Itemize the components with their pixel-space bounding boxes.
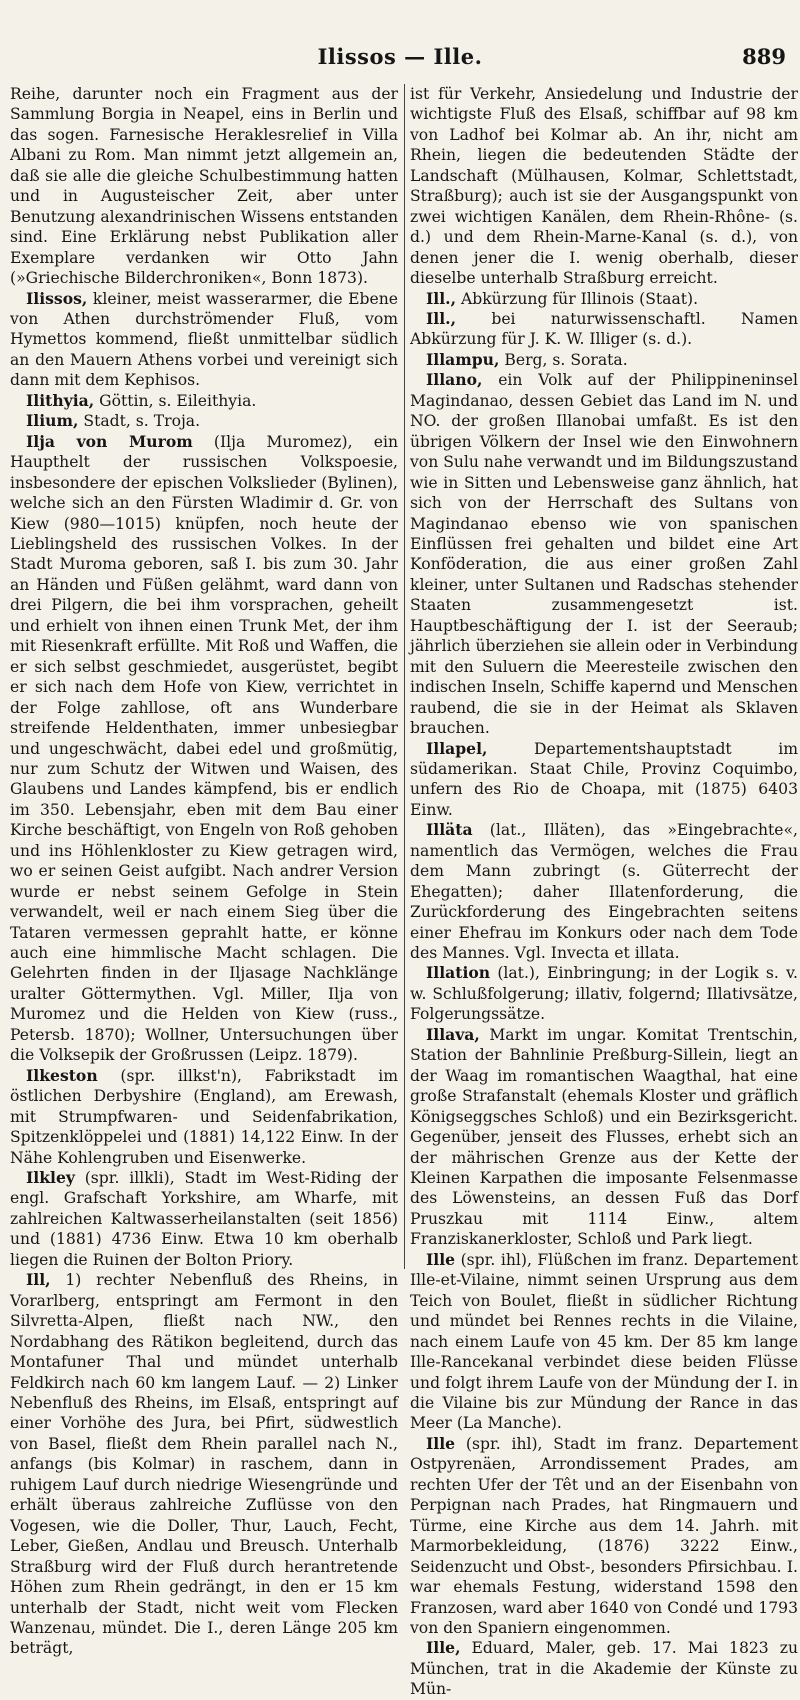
entry-text: Departementshauptstadt im südamerikan. Staat Chile, Provinz Coquimbo, unfern des Rio de Choapa, mit (1875) 6403 Einw. (410, 739, 798, 819)
entry-text: Berg, s. Sorata. (504, 350, 628, 369)
entry-headword: Ilkley (26, 1168, 75, 1188)
entry-headword: Ille (426, 1249, 456, 1269)
dictionary-entry (10, 1066, 398, 1168)
dictionary-entry (410, 1250, 798, 1434)
entry-headword: Illation (426, 963, 491, 983)
dictionary-entry (10, 432, 398, 1066)
entry-headword: Ilissos, (26, 288, 88, 308)
entry-text: (lat.), Einbringung; in der Logik s. v. w. Schlußfolgerung; illativ, folgernd; Illativsätze, Folgerungssätze. (410, 964, 798, 1024)
dictionary-entry (410, 309, 798, 350)
entry-text: (spr. ihl), Stadt im franz. Departement Ostpyrenäen, Arrondissement Prades, am rechten Ufer der Têt und an der Eisenbahn von Perpignan nach Prades, hat Ringmauern und Türme, eine Kirche aus dem 14. Jahrh. mit Marmorbekleidung, (1876) 3222 Einw., Seidenzucht und Obst-, besonders Pfirsichbau. I. war ehemals Festung, widerstand 1598 den Franzosen, ward aber 1640 von Condé und 1793 von den Spaniern eingenommen. (410, 1434, 798, 1637)
entry-headword: Ill., (426, 308, 456, 328)
entry-headword: Ilja von Murom (26, 431, 193, 451)
entry-text: Abkürzung für Illinois (Staat). (460, 289, 699, 308)
entry-text: Markt im ungar. Komitat Trentschin, Station der Bahnlinie Preßburg-Sillein, liegt an der Waag im romantischen Waagthal, hat eine große Strafanstalt (ehemals Kloster und gräflich Königseggsches Schloß) und ein Bezirksgericht. Gegenüber, jenseit des Flusses, erhebt sich an der mährischen Grenze aus der Kette der Kleinen Karpathen die imposante Felsenmasse des Löwensteins, an dessen Fuß das Dorf Pruszkau mit 1114 Einw., altem Franziskanerkloster, Schloß und Park liegt. (410, 1025, 798, 1249)
text-columns (10, 84, 798, 1699)
entry-text: ist für Verkehr, Ansiedelung und Industrie der wichtigste Fluß des Elsaß, schiffbar auf 98 km von Ladhof bei Kolmar ab. An ihr, nicht am Rhein, liegen die bedeutenden Städte der Landschaft (Mülhausen, Kolmar, Schlettstadt, Straßburg); auch ist sie der Ausgangspunkt von zwei wichtigen Kanälen, dem Rhein-Rhône- (s. d.) und dem Rhein-Marne-Kanal (s. d.), von denen jener die I. wenig oberhalb, dieser dieselbe unterhalb Straßburg erreicht. (410, 85, 798, 288)
entry-text: Reihe, darunter noch ein Fragment aus der Sammlung Borgia in Neapel, eins in Berlin und das sogen. Farnesische Heraklesrelief in Villa Albani zu Rom. Man nimmt jetzt allgemein an, daß sie alle die gleiche Schulbestimmung hatten und in Augusteischer Zeit, aber unter Benutzung alexandrinischen Wissens entstanden sind. Eine Erklärung nebst Publikation aller Exemplare verdanken wir Otto Jahn (»Griechische Bilderchroniken«, Bonn 1873). (10, 85, 398, 288)
entry-headword: Illapel, (426, 738, 488, 758)
entry-text: (spr. ihl), Flüßchen im franz. Departement Ille-et-Vilaine, nimmt seinen Ursprung aus dem Teich von Boulet, fließt in südlicher Richtung und mündet bei Rennes rechts in die Vilaine, nach einem Laufe von 45 km. Der 85 km lange Ille-Rancekanal verbindet diese beiden Flüsse und folgt ihrem Laufe von der Mündung der I. in die Vilaine bis zur Mündung der Rance in das Meer (La Manche). (410, 1250, 798, 1433)
entry-text: Stadt, s. Troja. (83, 412, 201, 431)
dictionary-entry (410, 1434, 798, 1639)
entry-text: ein Volk auf der Philippineninsel Magindanao, dessen Gebiet das Land im N. und NO. der großen Illanobai umfaßt. Es ist den übrigen Völkern der Insel wie den Einwohnern von Sulu nahe verwandt und im Bildungszustand wie in Sitten und Lebensweise ganz ähnlich, hat sich von der Herrschaft des Sultans von Magindanao ebenso wie von spanischen Einflüssen frei gehalten und bildet eine Art Konföderation, die aus einer großen Zahl kleiner, unter Sultanen und Radschas stehender Staaten zusammengesetzt ist. Hauptbeschäftigung der I. ist der Seeraub; jährlich überziehen sie allein oder in Verbindung mit den Suluern die Meeresteile zwischen den indischen Inseln, Schiffe kapernd und Menschen raubend, die sie in der Heimat als Sklaven brauchen. (410, 371, 798, 738)
entry-text: (Ilja Muromez), ein Haupthelt der russischen Volkspoesie, insbesondere der epischen Volkslieder (Bylinen), welche sich an den Fürsten Wladimir d. Gr. von Kiew (980—1015) knüpfen, noch heute der Lieblingsheld des russischen Volkes. In der Stadt Muroma geboren, saß I. bis zum 30. Jahr an Händen und Füßen gelähmt, ward dann von drei Pilgern, die bei ihm vorsprachen, geheilt und erhielt von ihnen einen Trunk Met, der ihm mit Riesenkraft erfüllte. Mit Roß und Waffen, die er sich selbst geschmiedet, ausgerüstet, begibt er sich nach dem Hofe von Kiew, verrichtet in der Folge zahllose, oft ans Wunderbare streifende Heldenthaten, immer unbesiegbar und ungeschwächt, dabei edel und großmütig, nur zum Schutz der Witwen und Waisen, des Glaubens und Landes kämpfend, bis er endlich im 350. Lebensjahr, eben mit dem Bau einer Kirche beschäftigt, von Engeln von Roß gehoben und ins Höhlenkloster zu Kiew getragen wird, wo er seinen Geist aufgibt. Nach andrer Version wurde er nebst seinem Gefolge in Stein verwandelt, weil er nach einem Sieg über die Tataren vermessen geprahlt hatte, er könne auch eine himmlische Macht schlagen. Die Gelehrten finden in der Iljasage Nachklänge uralter Göttermythen. Vgl. Miller, Ilja von Muromez und die Helden von Kiew (russ., Petersb. 1870); Wollner, Untersuchungen über die Volksepik der Großrussen (Leipz. 1879). (10, 432, 398, 1065)
dictionary-entry (410, 963, 798, 1024)
page-header (0, 38, 800, 78)
entry-text: Göttin, s. Eileithyia. (99, 391, 257, 410)
entry-headword: Ilithyia, (26, 390, 95, 410)
entry-headword: Illano, (426, 370, 483, 390)
entry-headword: Ille, (426, 1638, 461, 1658)
dictionary-entry (10, 411, 398, 431)
dictionary-entry (410, 820, 798, 963)
dictionary-entry (410, 350, 798, 370)
entry-text: (spr. illkst'n), Fabrikstadt im östlichen Derbyshire (England), am Erewash, mit Strumpfwaren- und Seidenfabrikation, Spitzenklöppelei und (1881) 14,122 Einw. In der Nähe Kohlengruben und Eisenwerke. (10, 1066, 398, 1167)
entry-headword: Ilkeston (26, 1065, 98, 1085)
entry-text: (spr. illkli), Stadt im West-Riding der engl. Grafschaft Yorkshire, am Wharfe, mit zahlreichen Kaltwasserheilanstalten (seit 1856) und (1881) 4736 Einw. Etwa 10 km oberhalb liegen die Ruinen der Bolton Priory. (10, 1169, 398, 1269)
dictionary-entry (410, 84, 798, 289)
dictionary-entry (10, 1168, 398, 1270)
dictionary-entry (10, 391, 398, 411)
page-number: 889 (742, 44, 786, 69)
entry-headword: Ille (426, 1433, 456, 1453)
entry-text: 1) rechter Nebenfluß des Rheins, in Vorarlberg, entspringt am Fermont in den Silvretta-Alpen, fließt nach NW., den Nordabhang des Rätikon begleitend, durch das Montafuner Thal und mündet unterhalb Feldkirch nach 60 km langem Lauf. — 2) Linker Nebenfluß des Rheins, im Elsaß, entspringt auf einer Vorhöhe des Jura, bei Pfirt, südwestlich von Basel, fließt dem Rhein parallel nach N., anfangs (bis Kolmar) in raschem, dann in ruhigem Lauf durch niedrige Wiesengründe und erhält überaus zahlreiche Zuflüsse von den Vogesen, wie die Doller, Thur, Lauch, Fecht, Leber, Gießen, Andlau und Breusch. Unterhalb Straßburg wird der Fluß durch herantretende Höhen zum Rhein gedrängt, in den er 15 km unterhalb der Stadt, nicht weit vom Flecken Wanzenau, mündet. Die I., deren Länge 205 km beträgt, (10, 1271, 398, 1658)
dictionary-entry (10, 1270, 398, 1659)
dictionary-entry (410, 370, 798, 738)
dictionary-entry (10, 289, 398, 391)
dictionary-entry (410, 739, 798, 821)
dictionary-entry (410, 1638, 798, 1699)
dictionary-entry (410, 289, 798, 309)
entry-headword: Illampu, (426, 349, 500, 369)
entry-headword: Ill., (426, 288, 456, 308)
entry-text: bei naturwissenschaftl. Namen Abkürzung für J. K. W. Illiger (s. d.). (410, 309, 798, 349)
dictionary-entry (10, 84, 398, 289)
entry-headword: Illava, (426, 1024, 480, 1044)
dictionary-entry (410, 1025, 798, 1250)
entry-text: kleiner, meist wasserarmer, die Ebene von Athen durchströmender Fluß, vom Hymettos kommend, fließt unmittelbar südlich an den Mauern Athens vorbei und vereinigt sich dann mit dem Kephisos. (10, 289, 398, 390)
running-title: Ilissos — Ille. (317, 44, 483, 69)
entry-text: (lat., Illäten), das »Eingebrachte«, namentlich das Vermögen, welches die Frau dem Mann zubringt (s. Güterrecht der Ehegatten); daher Illatenforderung, die Zurückforderung des Eingebrachten seitens einer Ehefrau im Konkurs oder nach dem Tode des Mannes. Vgl. Invecta et illata. (410, 821, 798, 963)
entry-headword: Illäta (426, 820, 473, 840)
entry-headword: Ill, (26, 1270, 51, 1290)
entry-text: Eduard, Maler, geb. 17. Mai 1823 zu München, trat in die Akademie der Künste zu Mün- (410, 1639, 798, 1699)
right-column (410, 84, 798, 1699)
left-column (10, 84, 398, 1658)
entry-headword: Ilium, (26, 411, 79, 431)
